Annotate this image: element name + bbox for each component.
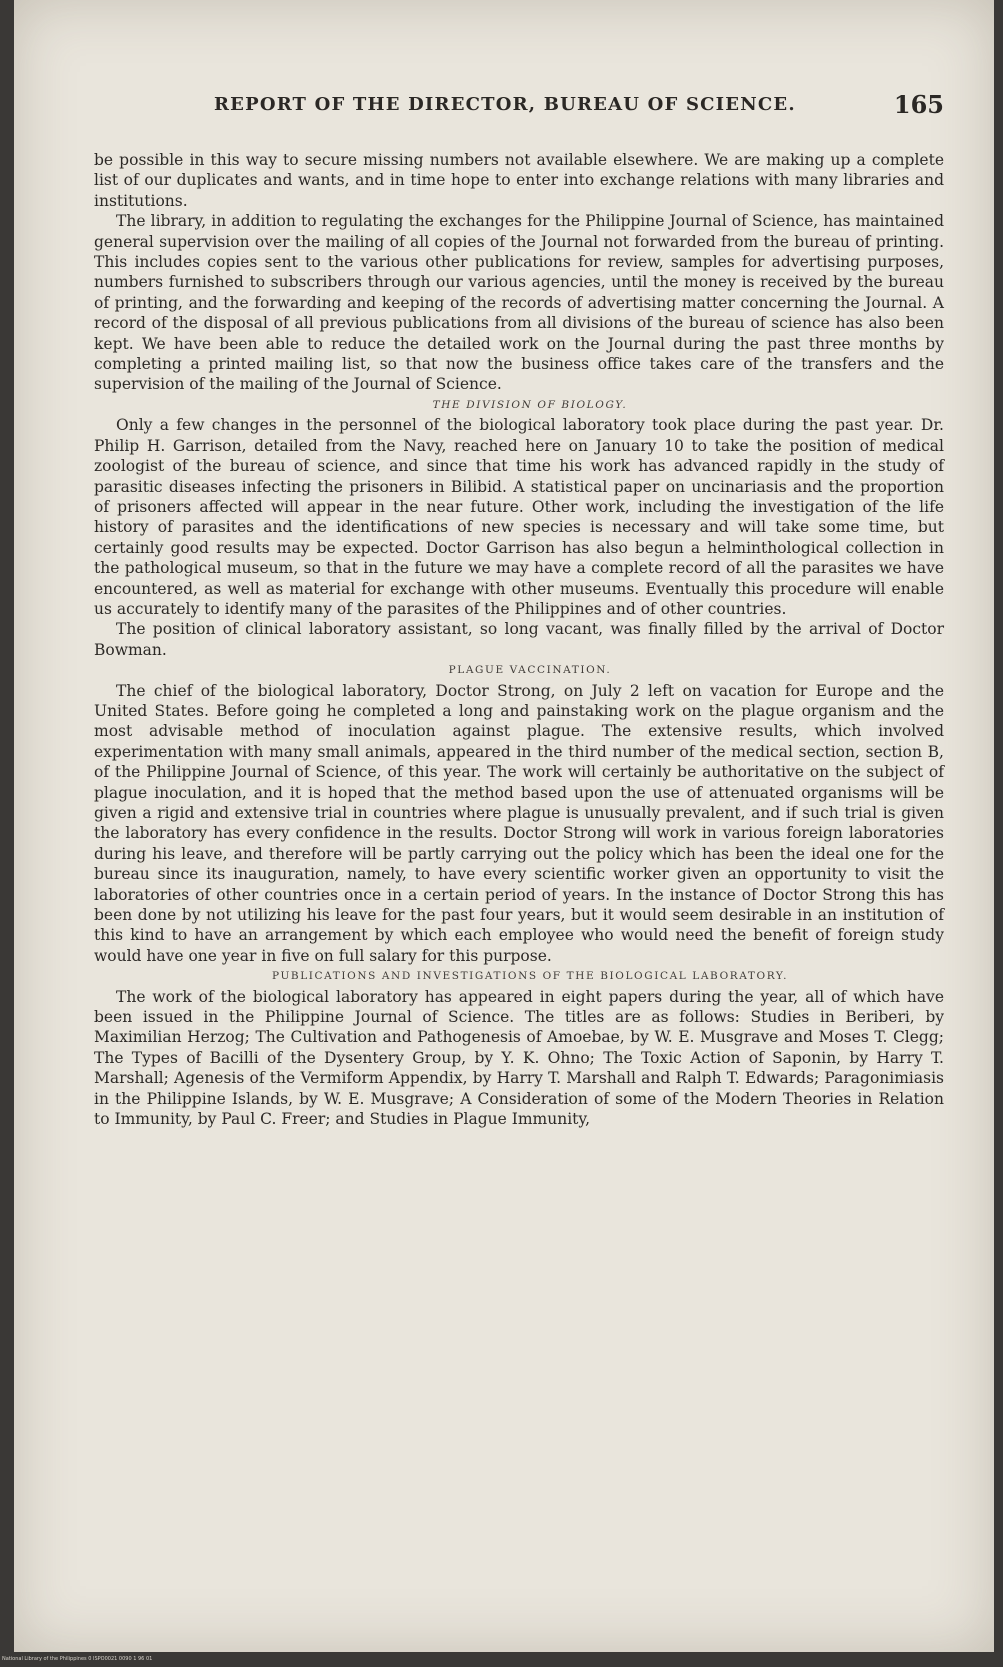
page-number: 165	[893, 90, 944, 119]
paragraph-clinical-assistant: The position of clinical laboratory assistant, so long vacant, was finally filled by the arrival of Doctor Bowman.	[94, 620, 944, 659]
paragraph-publications: The work of the biological laboratory has appeared in eight papers during the year, all of which have been issued in the Philippine Journal of Science. The titles are as follows: Studies in Beriberi, by Maximilian Herzog; The Cultivation and Pathogenesis of Amoebae, by W. E. Musgrave and Moses T. Clegg; The Types of Bacilli of the Dysentery Group, by Y. K. Ohno; The Toxic Action of Saponin, by Harry T. Marshall; Agenesis of the Vermiform Appendix, by Harry T. Marshall and Ralph T. Edwards; Paragonimiasis in the Philippine Islands, by W. E. Musgrave; A Consideration of some of the Modern Theories in Relation to Immunity, by Paul C. Freer; and Studies in Plague Immunity,	[94, 987, 944, 1129]
paragraph-personnel: Only a few changes in the personnel of the biological laboratory took place during the past year. Dr. Philip H. Garrison, detailed from the Navy, reached here on January 10 to take the position of medical zoologist of the bureau of science, and since that time his work has advanced rapidly in the study of parasitic diseases infecting the prisoners in Bilibid. A statistical paper on uncinariasis and the proportion of prisoners affected will appear in the near future. Other work, including the investigation of the life history of parasites and the identifications of new species is necessary and will take some time, but certainly good results may be expected. Doctor Garrison has also begun a helminthological collection in the pathological museum, so that in the future we may have a complete record of all the parasites we have encountered, as well as material for exchange with other museums. Eventually this procedure will enable us accurately to identify many of the parasites of the Philippines and of other countries.	[94, 416, 944, 618]
running-title: REPORT OF THE DIRECTOR, BUREAU OF SCIENCE.	[214, 94, 796, 115]
section-heading-publications: PUBLICATIONS AND INVESTIGATIONS OF THE BIOLOGICAL LABORATORY.	[271, 970, 789, 983]
scanned-page	[14, 0, 994, 1652]
running-header	[214, 90, 944, 128]
section-heading-plague-vaccination: PLAGUE VACCINATION.	[448, 664, 612, 677]
paragraph-plague-vaccination: The chief of the biological laboratory, Doctor Strong, on July 2 left on vacation for Europe and the United States. Before going he completed a long and painstaking work on the plague organism and the most advisable method of inoculation against plague. The extensive results, which involved experimentation with many small animals, appeared in the third number of the medical section, section B, of the Philippine Journal of Science, of this year. The work will certainly be authoritative on the subject of plague inoculation, and it is hoped that the method based upon the use of attenuated organisms will be given a rigid and extensive trial in countries where plague is unusually prevalent, and if such trial is given the laboratory has every confidence in the results. Doctor Strong will work in various foreign laboratories during his leave, and therefore will be partly carrying out the policy which has been the ideal one for the bureau since its inauguration, namely, to have every scientific worker given an opportunity to visit the laboratories of other countries once in a certain period of years. In the instance of Doctor Strong this has been done by not utilizing his leave for the past four years, but it would seem desirable in an institution of this kind to have an arrangement by which each employee who would need the benefit of foreign study would have one year in five on full salary for this purpose.	[94, 681, 944, 965]
section-heading-division-of-biology: THE DIVISION OF BIOLOGY.	[432, 398, 628, 411]
paragraph-library-continued: be possible in this way to secure missing numbers not available elsewhere. We are making up a complete list of our duplicates and wants, and in time hope to enter into exchange relations with many libraries and institutions.	[94, 151, 944, 210]
scan-source-footer: National Library of the Philippines 0 ISPO0021 0090 1 96 01	[2, 1656, 153, 1662]
paragraph-library-mailing: The library, in addition to regulating the exchanges for the Philippine Journal of Science, has maintained general supervision over the mailing of all copies of the Journal not forwarded from the bureau of printing. This includes copies sent to the various other publications for review, samples for advertising purposes, numbers furnished to subscribers through our various agencies, until the money is received by the bureau of printing, and the forwarding and keeping of the records of advertising matter concerning the Journal. A record of the disposal of all previous publications from all divisions of the bureau of science has also been kept. We have been able to reduce the detailed work on the Journal during the past three months by completing a printed mailing list, so that now the business office takes care of the transfers and the supervision of the mailing of the Journal of Science.	[94, 212, 944, 394]
page-body	[94, 150, 944, 1130]
